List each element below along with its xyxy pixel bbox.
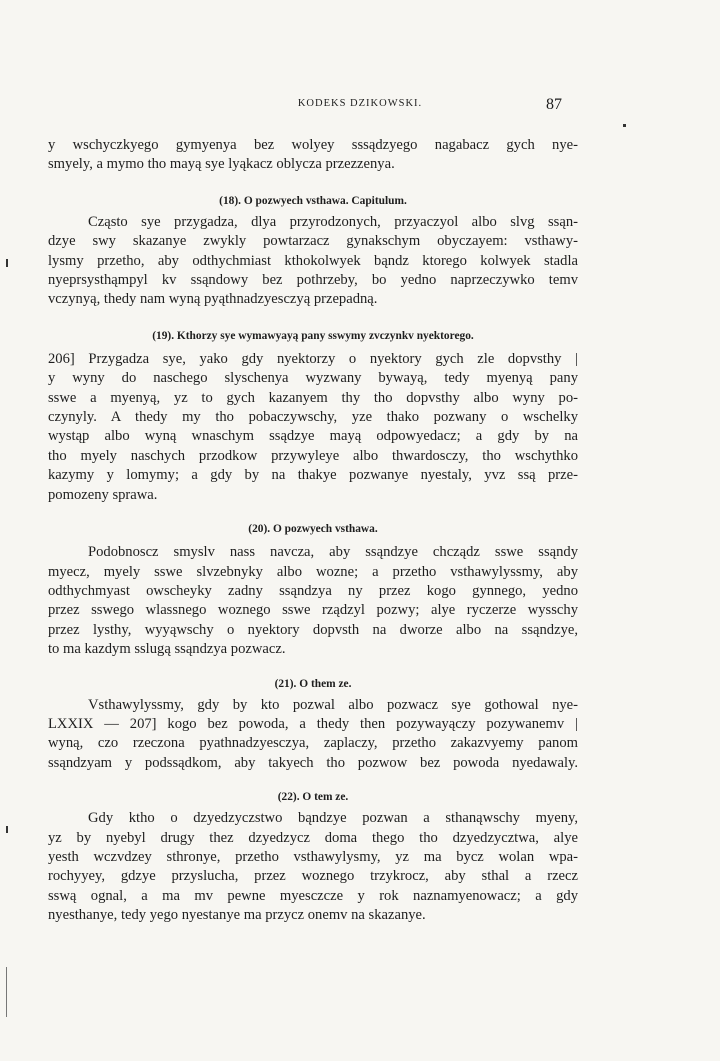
running-head: KODEKS DZIKOWSKI. xyxy=(297,98,423,109)
section-paragraph-20 xyxy=(48,543,578,659)
margin-mark xyxy=(6,259,8,267)
text-line: sswe a myenyą, yz to gych kazanyem thy tho dopvsthy albo wyny po- xyxy=(48,389,578,406)
text-line: odthychmyast owscheyky zadny ssąndzya ny przez kogo gynnego, yedno xyxy=(48,582,578,599)
text-line: ssąndzyam y podssądkom, aby takyech tho pozwow bez powoda nyedawaly. xyxy=(48,754,578,771)
text-line: myecz, myely sswe slvzebnyky albo wozne; a przetho vsthawylyssmy, aby xyxy=(48,563,578,580)
section-heading-21: (21). O them ze. xyxy=(274,677,352,690)
text-line: przez sswego wlassnego woznego sswe rządzyl pozwy; alye ryczerze wysschy xyxy=(48,602,578,619)
text-line: rochyyey, gdzye przyslucha, przez woznego trzykrocz, aby sthal a rzecz xyxy=(48,868,578,885)
text-line: nyesthanye, tedy yego nyestanye ma przycz onemv na skazanye. xyxy=(48,907,426,924)
text-line: yz by nyebyl drugy thez dzyedzycz doma thego tho dzyedzycztwa, alye xyxy=(48,829,578,846)
section-paragraph-18 xyxy=(48,213,578,310)
text-line: Vsthawylyssmy, gdy by kto pozwal albo pozwacz sye gothowal nye- xyxy=(88,696,578,713)
text-line: Cząsto sye przygadza, dlya przyrodzonych, przyaczyol albo slvg ssąn- xyxy=(88,213,578,230)
text-line: wystąp albo wyną wnaschym ssądzye mayą odpowyedacz; a gdy by na xyxy=(48,428,578,445)
section-heading-20: (20). O pozwyech vsthawa. xyxy=(248,523,378,536)
text-line: czynyly. A thedy my tho pobaczywschy, yze thako pozwany o wschelky xyxy=(48,409,578,426)
text-line: smyely, a mymo tho mayą sye lyąkacz oblycza przezzenya. xyxy=(48,156,395,173)
section-paragraph-22 xyxy=(48,809,578,925)
text-line: y wschyczkyego gymyenya bez wolyey sssądzyego nagabacz gych nye- xyxy=(48,137,578,153)
section-heading-18: (18). O pozwyech vsthawa. Capitulum. xyxy=(219,194,407,207)
margin-mark xyxy=(6,967,7,1017)
text-line: sswą ognal, a ma mv pewne myesczcze y rok naznamyenowacz; a gdy xyxy=(48,887,578,904)
section-heading-19: (19). Kthorzy sye wymawyayą pany sswymy zvczynkv nyektorego. xyxy=(152,329,474,342)
section-paragraph-19 xyxy=(48,350,578,505)
text-line: LXXIX — 207] kogo bez powoda, a thedy then pozywayączy pozywanemv | xyxy=(48,715,578,732)
text-line: tho myely naschych przodkow przywyleye albo thwardosczy, tho wschythko xyxy=(48,447,578,464)
intro-paragraph xyxy=(48,136,578,175)
text-line: 206] Przygadza sye, yako gdy nyektorzy o nyektory gych zle dopvsthy | xyxy=(48,350,578,367)
body-text xyxy=(48,136,578,926)
text-line: y wyny do naschego slyschenya wyzwany bywayą, tedy myenyą pany xyxy=(48,370,578,387)
text-line: pomozeny sprawa. xyxy=(48,486,158,503)
text-line: to ma kazdym sslugą ssąndzya pozwacz. xyxy=(48,641,286,658)
section-heading-22: (22). O tem ze. xyxy=(277,791,349,804)
text-line: Gdy ktho o dzyedzyczstwo bąndzye pozwan a sthanąwschy myeny, xyxy=(88,810,578,827)
text-line: yesth wczvdzey sthronye, przetho vsthawylysmy, yz ma bycz wolan wpa- xyxy=(48,848,578,865)
section-paragraph-21 xyxy=(48,696,578,774)
margin-mark xyxy=(623,124,626,127)
text-line: lysmy przetho, aby odthychmiast kthokolwyek bąndz ktorego kolwyek stadla xyxy=(48,252,578,269)
text-line: kazymy y lomymy; a gdy by na thakye pozwanye nyestaly, yvz ssą prze- xyxy=(48,467,578,484)
text-line: dzye swy skazanye zwykly powtarzacz gynakschym obyczayem: vsthawy- xyxy=(48,233,578,250)
text-line: Podobnoscz smyslv nass navcza, aby ssąndzye chcządz sswe ssąndy xyxy=(88,544,578,561)
text-line: wyną, czo rzeczona pyathnadzyesczya, zaplaczy, przetho zakazvyemy panom xyxy=(48,735,578,752)
text-line: nyeprsysthąmpyl kv ssąndowy bez pothrzeby, bo yedno naprzeczywko temv xyxy=(48,272,578,289)
margin-mark xyxy=(6,826,8,833)
page-number: 87 xyxy=(546,96,562,113)
text-line: vczynyą, thedy nam wyną pyąthnadzyesczyą przepadną. xyxy=(48,291,378,308)
text-line: przez lysthy, wyyąwschy o nyektory dopvsth na dworze albo na ssąndzye, xyxy=(48,621,578,638)
